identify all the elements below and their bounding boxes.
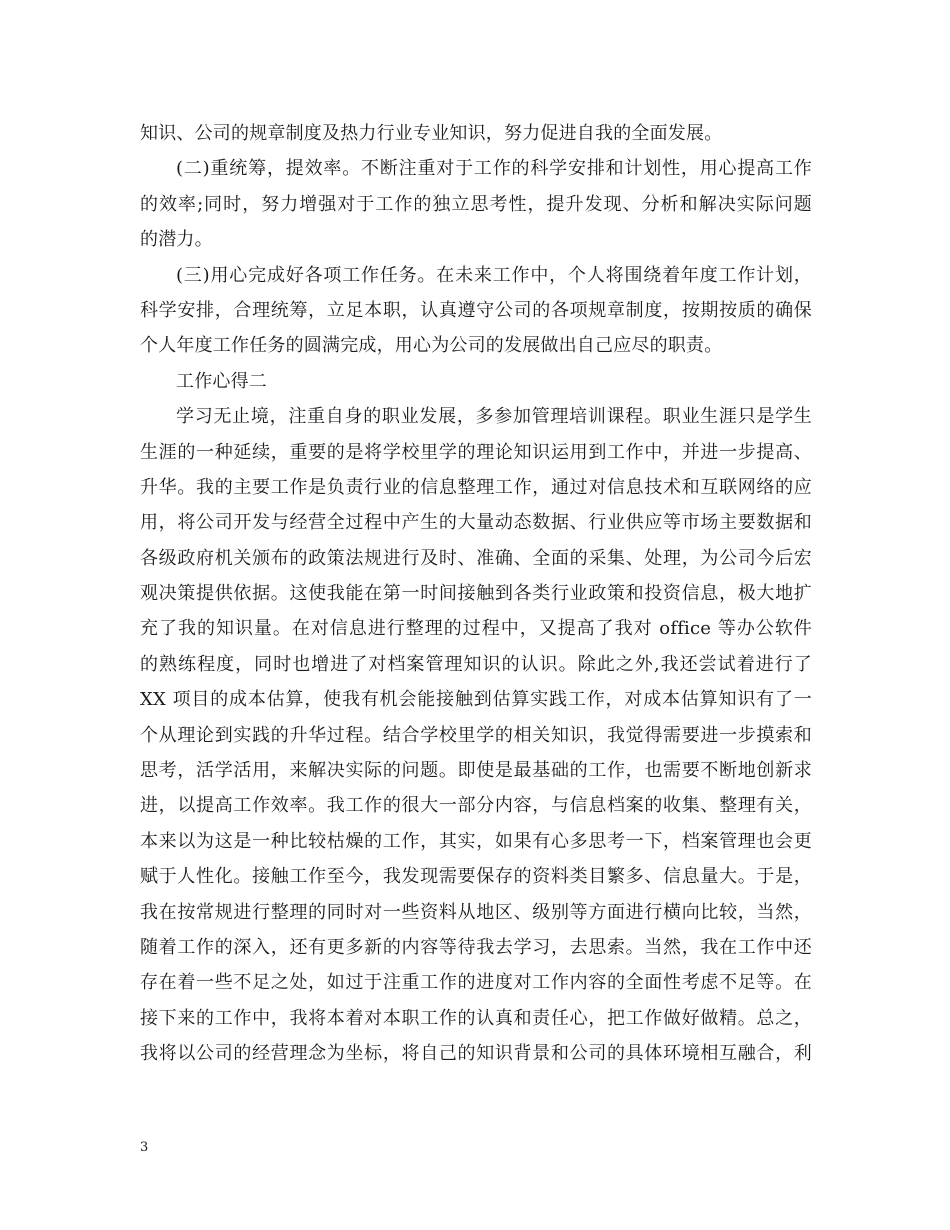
text-line: 生涯的一种延续，重要的是将学校里学的理论知识运用到工作中，并进一步提高、 — [140, 441, 812, 463]
text-line: (三)用心完成好各项工作任务。在未来工作中，个人将围绕着年度工作计划， — [176, 264, 812, 286]
text-line: 知识、公司的规章制度及热力行业专业知识，努力促进自我的全面发展。 — [140, 123, 723, 144]
page-number: 3 — [140, 1140, 149, 1155]
text-line: 的潜力。 — [140, 229, 213, 251]
text-line: 工作心得二 — [176, 370, 267, 392]
text-line: 随着工作的深入，还有更多新的内容等待我去学习，去思索。当然，我在工作中还 — [140, 936, 812, 958]
text-line: 的熟练程度，同时也增进了对档案管理知识的认识。除此之外,我还尝试着进行了 — [140, 653, 812, 675]
text-line: 观决策提供依据。这使我能在第一时间接触到各类行业政策和投资信息，极大地扩 — [140, 583, 812, 605]
body-text — [140, 116, 812, 1072]
text-line: 个从理论到实践的升华过程。结合学校里学的相关知识，我觉得需要进一步摸索和 — [140, 724, 812, 746]
text-line: 我将以公司的经营理念为坐标，将自己的知识背景和公司的具体环境相互融合，利 — [140, 1043, 812, 1065]
text-line: 个人年度工作任务的圆满完成，用心为公司的发展做出自己应尽的职责。 — [140, 335, 723, 357]
text-line: 的效率;同时，努力增强对于工作的独立思考性，提升发现、分析和解决实际问题 — [140, 193, 812, 215]
text-line: 我在按常规进行整理的同时对一些资料从地区、级别等方面进行横向比较，当然， — [140, 901, 812, 923]
text-line: 本来以为这是一种比较枯燥的工作，其实，如果有心多思考一下，档案管理也会更 — [140, 830, 812, 852]
text-line: (二)重统筹，提效率。不断注重对于工作的科学安排和计划性，用心提高工作 — [176, 158, 812, 180]
text-line: 科学安排，合理统筹，立足本职，认真遵守公司的各项规章制度，按期按质的确保 — [140, 299, 812, 321]
text-line: 赋于人性化。接触工作至今，我发现需要保存的资料类目繁多、信息量大。于是， — [140, 866, 812, 888]
text-line: 用，将公司开发与经营全过程中产生的大量动态数据、行业供应等市场主要数据和 — [140, 512, 812, 534]
text-line: 各级政府机关颁布的政策法规进行及时、准确、全面的采集、处理，为公司今后宏 — [140, 547, 812, 569]
text-line: 学习无止境，注重自身的职业发展，多参加管理培训课程。职业生涯只是学生 — [176, 406, 812, 428]
text-line: 升华。我的主要工作是负责行业的信息整理工作，通过对信息技术和互联网络的应 — [140, 476, 812, 498]
text-line: 存在着一些不足之处，如过于注重工作的进度对工作内容的全面性考虑不足等。在 — [140, 972, 812, 994]
text-line: XX 项目的成本估算，使我有机会能接触到估算实践工作，对成本估算知识有了一 — [140, 689, 812, 711]
text-line: 进，以提高工作效率。我工作的很大一部分内容，与信息档案的收集、整理有关， — [140, 795, 812, 817]
text-line: 思考，活学活用，来解决实际的问题。即使是最基础的工作，也需要不断地创新求 — [140, 760, 812, 782]
text-line: 接下来的工作中，我将本着对本职工作的认真和责任心，把工作做好做精。总之， — [140, 1007, 812, 1029]
text-line: 充了我的知识量。在对信息进行整理的过程中，又提高了我对 office 等办公软件 — [140, 618, 812, 640]
